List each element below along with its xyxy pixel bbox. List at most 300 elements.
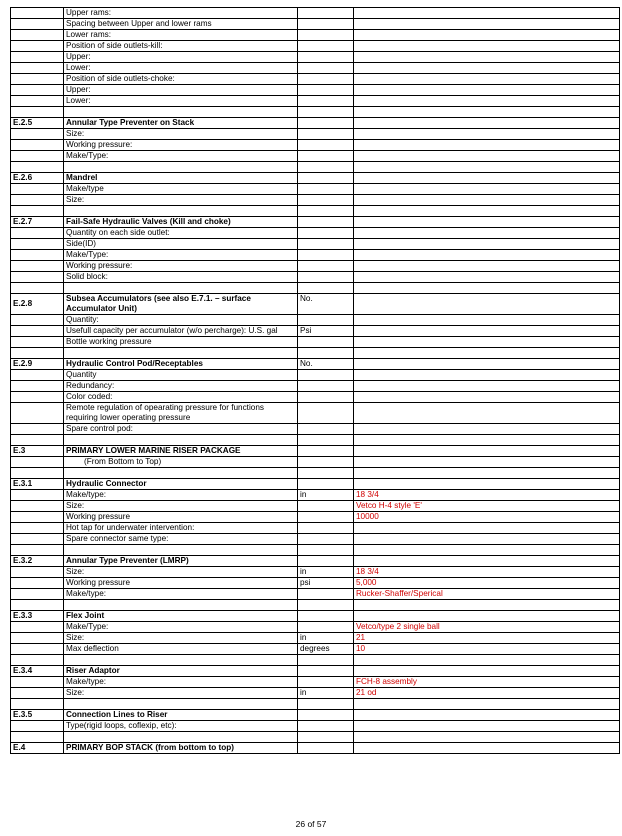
spacer-row (11, 206, 620, 217)
section-number-cell (11, 392, 64, 403)
description-cell (64, 162, 298, 173)
unit-cell (298, 206, 354, 217)
spacer-row (11, 655, 620, 666)
section-number-cell (11, 534, 64, 545)
description-cell: Mandrel (64, 173, 298, 184)
table-row (11, 8, 620, 19)
section-number-cell: E.4 (11, 743, 64, 754)
description-cell: Riser Adaptor (64, 666, 298, 677)
section-number-cell (11, 283, 64, 294)
value-cell (354, 655, 620, 666)
unit-cell (298, 129, 354, 140)
unit-cell (298, 523, 354, 534)
description-cell: Quantity: (64, 315, 298, 326)
unit-cell (298, 392, 354, 403)
description-cell: Usefull capacity per accumulator (w/o percharge): U.S. gal (64, 326, 298, 337)
description-cell: Lower: (64, 96, 298, 107)
unit-cell (298, 699, 354, 710)
section-number-cell (11, 63, 64, 74)
unit-cell (298, 732, 354, 743)
section-number-cell (11, 512, 64, 523)
section-number-cell (11, 326, 64, 337)
unit-cell: No. (298, 294, 354, 315)
table-row (11, 337, 620, 348)
unit-cell (298, 217, 354, 228)
unit-cell (298, 162, 354, 173)
value-cell (354, 545, 620, 556)
section-number-cell (11, 8, 64, 19)
description-cell: Working pressure (64, 512, 298, 523)
description-cell: PRIMARY LOWER MARINE RISER PACKAGE (64, 446, 298, 457)
value-cell (354, 315, 620, 326)
table-row (11, 534, 620, 545)
unit-cell: psi (298, 578, 354, 589)
description-cell: Hot tap for underwater intervention: (64, 523, 298, 534)
value-cell (354, 424, 620, 435)
section-number-cell (11, 655, 64, 666)
unit-cell (298, 710, 354, 721)
table-row (11, 512, 620, 523)
unit-cell (298, 403, 354, 424)
value-cell: 18 3/4 (354, 567, 620, 578)
unit-cell (298, 63, 354, 74)
table-row (11, 424, 620, 435)
table-row (11, 633, 620, 644)
section-row (11, 217, 620, 228)
table-row (11, 74, 620, 85)
table-row (11, 523, 620, 534)
description-cell: Working pressure: (64, 261, 298, 272)
section-row (11, 666, 620, 677)
value-cell (354, 370, 620, 381)
table-row (11, 96, 620, 107)
spacer-row (11, 732, 620, 743)
value-cell (354, 403, 620, 424)
unit-cell: No. (298, 359, 354, 370)
description-cell: Working pressure: (64, 140, 298, 151)
description-cell (64, 699, 298, 710)
value-cell (354, 74, 620, 85)
value-cell (354, 8, 620, 19)
description-cell (64, 732, 298, 743)
table-row (11, 184, 620, 195)
unit-cell (298, 85, 354, 96)
description-cell (64, 545, 298, 556)
description-cell: Working pressure (64, 578, 298, 589)
unit-cell: Psi (298, 326, 354, 337)
unit-cell (298, 545, 354, 556)
value-cell (354, 326, 620, 337)
unit-cell (298, 600, 354, 611)
description-cell: Make/type: (64, 677, 298, 688)
unit-cell (298, 424, 354, 435)
value-cell: 21 (354, 633, 620, 644)
description-cell (64, 348, 298, 359)
description-cell (64, 655, 298, 666)
table-row (11, 195, 620, 206)
section-number-cell (11, 578, 64, 589)
section-number-cell (11, 337, 64, 348)
spacer-row (11, 699, 620, 710)
value-cell (354, 239, 620, 250)
description-cell: (From Bottom to Top) (64, 457, 298, 468)
value-cell (354, 283, 620, 294)
section-number-cell (11, 96, 64, 107)
unit-cell (298, 195, 354, 206)
description-cell: Size: (64, 195, 298, 206)
description-cell: Lower: (64, 63, 298, 74)
section-number-cell (11, 348, 64, 359)
section-number-cell: E.2.9 (11, 359, 64, 370)
unit-cell (298, 370, 354, 381)
section-number-cell (11, 468, 64, 479)
value-cell (354, 129, 620, 140)
section-number-cell (11, 721, 64, 732)
section-row (11, 611, 620, 622)
table-row (11, 490, 620, 501)
unit-cell (298, 655, 354, 666)
description-cell: Type(rigid loops, coflexip, etc): (64, 721, 298, 732)
value-cell (354, 611, 620, 622)
description-cell: Side(ID) (64, 239, 298, 250)
description-cell: Quantity (64, 370, 298, 381)
description-cell (64, 283, 298, 294)
description-cell (64, 468, 298, 479)
section-number-cell: E.2.5 (11, 118, 64, 129)
value-cell (354, 721, 620, 732)
value-cell (354, 348, 620, 359)
unit-cell (298, 348, 354, 359)
section-number-cell (11, 688, 64, 699)
value-cell (354, 534, 620, 545)
description-cell: Make/type (64, 184, 298, 195)
section-row (11, 743, 620, 754)
section-number-cell: E.3.4 (11, 666, 64, 677)
section-number-cell (11, 30, 64, 41)
table-row (11, 381, 620, 392)
description-cell: Make/type: (64, 490, 298, 501)
table-row (11, 688, 620, 699)
value-cell (354, 206, 620, 217)
description-cell: Position of side outlets-kill: (64, 41, 298, 52)
table-row (11, 567, 620, 578)
table-row (11, 392, 620, 403)
value-cell (354, 699, 620, 710)
description-cell: Solid block: (64, 272, 298, 283)
section-number-cell (11, 501, 64, 512)
section-number-cell (11, 52, 64, 63)
unit-cell (298, 381, 354, 392)
value-cell (354, 294, 620, 315)
description-cell: Size: (64, 633, 298, 644)
value-cell (354, 435, 620, 446)
spacer-row (11, 162, 620, 173)
spacer-row (11, 600, 620, 611)
value-cell (354, 52, 620, 63)
unit-cell (298, 52, 354, 63)
table-row (11, 501, 620, 512)
section-number-cell: E.3 (11, 446, 64, 457)
table-row (11, 228, 620, 239)
unit-cell (298, 479, 354, 490)
value-cell: Vetco/type 2 single ball (354, 622, 620, 633)
section-row (11, 173, 620, 184)
spacer-row (11, 435, 620, 446)
specification-table (10, 7, 620, 754)
value-cell: 5,000 (354, 578, 620, 589)
unit-cell (298, 611, 354, 622)
table-row (11, 578, 620, 589)
description-cell: Bottle working pressure (64, 337, 298, 348)
section-number-cell (11, 107, 64, 118)
unit-cell (298, 534, 354, 545)
section-number-cell: E.3.5 (11, 710, 64, 721)
value-cell (354, 359, 620, 370)
description-cell: Quantity on each side outlet: (64, 228, 298, 239)
description-cell: Hydraulic Connector (64, 479, 298, 490)
section-number-cell (11, 545, 64, 556)
value-cell (354, 743, 620, 754)
unit-cell (298, 30, 354, 41)
spacer-row (11, 468, 620, 479)
specification-table-body (11, 8, 620, 754)
section-number-cell (11, 228, 64, 239)
value-cell (354, 556, 620, 567)
description-cell: Remote regulation of opearating pressure for functions requiring lower operating pressure (64, 403, 298, 424)
unit-cell (298, 446, 354, 457)
section-number-cell (11, 261, 64, 272)
table-row (11, 261, 620, 272)
section-number-cell (11, 250, 64, 261)
section-number-cell (11, 74, 64, 85)
description-cell (64, 206, 298, 217)
value-cell (354, 118, 620, 129)
section-number-cell (11, 239, 64, 250)
value-cell (354, 184, 620, 195)
value-cell (354, 446, 620, 457)
unit-cell (298, 74, 354, 85)
table-row (11, 622, 620, 633)
section-number-cell: E.2.6 (11, 173, 64, 184)
section-number-cell: E.3.3 (11, 611, 64, 622)
value-cell: Vetco H-4 style 'E' (354, 501, 620, 512)
section-number-cell (11, 184, 64, 195)
description-cell (64, 435, 298, 446)
section-number-cell (11, 523, 64, 534)
description-cell: Size: (64, 501, 298, 512)
table-row (11, 63, 620, 74)
value-cell: 18 3/4 (354, 490, 620, 501)
unit-cell (298, 250, 354, 261)
unit-cell (298, 315, 354, 326)
section-number-cell (11, 732, 64, 743)
description-cell: Flex Joint (64, 611, 298, 622)
description-cell: Subsea Accumulators (see also E.7.1. – surface Accumulator Unit) (64, 294, 298, 315)
value-cell (354, 217, 620, 228)
unit-cell (298, 184, 354, 195)
section-number-cell (11, 315, 64, 326)
section-number-cell (11, 41, 64, 52)
value-cell (354, 666, 620, 677)
table-row (11, 721, 620, 732)
description-cell: Size: (64, 688, 298, 699)
description-cell: Make/Type: (64, 250, 298, 261)
value-cell (354, 272, 620, 283)
table-row (11, 370, 620, 381)
table-row (11, 151, 620, 162)
spacer-row (11, 348, 620, 359)
value-cell (354, 392, 620, 403)
unit-cell: degrees (298, 644, 354, 655)
description-cell: Upper rams: (64, 8, 298, 19)
unit-cell (298, 118, 354, 129)
value-cell (354, 151, 620, 162)
unit-cell (298, 283, 354, 294)
section-number-cell (11, 589, 64, 600)
description-cell: Annular Type Preventer on Stack (64, 118, 298, 129)
section-number-cell (11, 677, 64, 688)
section-number-cell (11, 567, 64, 578)
description-cell: Spare connector same type: (64, 534, 298, 545)
unit-cell (298, 512, 354, 523)
unit-cell (298, 435, 354, 446)
section-number-cell (11, 195, 64, 206)
table-row (11, 250, 620, 261)
section-number-cell (11, 381, 64, 392)
value-cell (354, 173, 620, 184)
value-cell (354, 600, 620, 611)
unit-cell: in (298, 567, 354, 578)
unit-cell (298, 556, 354, 567)
section-number-cell (11, 272, 64, 283)
description-cell: Make/Type: (64, 151, 298, 162)
value-cell (354, 732, 620, 743)
description-cell: PRIMARY BOP STACK (from bottom to top) (64, 743, 298, 754)
unit-cell: in (298, 633, 354, 644)
value-cell (354, 19, 620, 30)
value-cell (354, 710, 620, 721)
section-number-cell: E.3.1 (11, 479, 64, 490)
section-row (11, 359, 620, 370)
unit-cell (298, 501, 354, 512)
section-number-cell (11, 622, 64, 633)
section-number-cell: E.3.2 (11, 556, 64, 567)
unit-cell (298, 140, 354, 151)
unit-cell (298, 622, 354, 633)
section-number-cell (11, 19, 64, 30)
value-cell (354, 30, 620, 41)
section-number-cell (11, 129, 64, 140)
description-cell: Color coded: (64, 392, 298, 403)
unit-cell (298, 41, 354, 52)
description-cell: Size: (64, 567, 298, 578)
value-cell (354, 261, 620, 272)
value-cell: Rucker-Shaffer/Sperical (354, 589, 620, 600)
value-cell (354, 107, 620, 118)
table-row (11, 140, 620, 151)
description-cell: Size: (64, 129, 298, 140)
section-number-cell (11, 151, 64, 162)
table-row (11, 19, 620, 30)
unit-cell (298, 8, 354, 19)
table-row (11, 239, 620, 250)
section-row (11, 710, 620, 721)
value-cell (354, 162, 620, 173)
section-number-cell (11, 600, 64, 611)
unit-cell (298, 239, 354, 250)
spacer-row (11, 107, 620, 118)
value-cell: 21 od (354, 688, 620, 699)
unit-cell: in (298, 688, 354, 699)
table-row (11, 403, 620, 424)
unit-cell: in (298, 490, 354, 501)
value-cell (354, 523, 620, 534)
unit-cell (298, 151, 354, 162)
description-cell: Upper: (64, 52, 298, 63)
value-cell (354, 140, 620, 151)
table-row (11, 30, 620, 41)
unit-cell (298, 457, 354, 468)
table-row (11, 677, 620, 688)
section-number-cell (11, 699, 64, 710)
unit-cell (298, 173, 354, 184)
section-number-cell (11, 206, 64, 217)
table-row (11, 272, 620, 283)
unit-cell (298, 228, 354, 239)
table-row (11, 41, 620, 52)
description-cell: Spacing between Upper and lower rams (64, 19, 298, 30)
value-cell (354, 250, 620, 261)
section-row (11, 556, 620, 567)
unit-cell (298, 107, 354, 118)
unit-cell (298, 468, 354, 479)
table-row (11, 85, 620, 96)
description-cell: Hydraulic Control Pod/Receptables (64, 359, 298, 370)
section-number-cell: E.2.8 (11, 294, 64, 315)
value-cell (354, 228, 620, 239)
description-cell (64, 600, 298, 611)
value-cell (354, 457, 620, 468)
value-cell (354, 479, 620, 490)
section-number-cell (11, 370, 64, 381)
section-number-cell (11, 140, 64, 151)
section-row (11, 294, 620, 315)
unit-cell (298, 677, 354, 688)
value-cell (354, 96, 620, 107)
description-cell: Annular Type Preventer (LMRP) (64, 556, 298, 567)
description-cell: Lower rams: (64, 30, 298, 41)
description-cell: Fail-Safe Hydraulic Valves (Kill and choke) (64, 217, 298, 228)
unit-cell (298, 96, 354, 107)
description-cell: Upper: (64, 85, 298, 96)
section-number-cell (11, 435, 64, 446)
section-number-cell (11, 162, 64, 173)
value-cell (354, 41, 620, 52)
spacer-row (11, 283, 620, 294)
description-cell: Redundancy: (64, 381, 298, 392)
unit-cell (298, 589, 354, 600)
section-row (11, 118, 620, 129)
description-cell: Make/type: (64, 589, 298, 600)
section-row (11, 446, 620, 457)
section-row (11, 479, 620, 490)
unit-cell (298, 337, 354, 348)
table-row (11, 315, 620, 326)
description-cell: Position of side outlets-choke: (64, 74, 298, 85)
description-cell: Make/Type: (64, 622, 298, 633)
description-cell: Max deflection (64, 644, 298, 655)
unit-cell (298, 666, 354, 677)
